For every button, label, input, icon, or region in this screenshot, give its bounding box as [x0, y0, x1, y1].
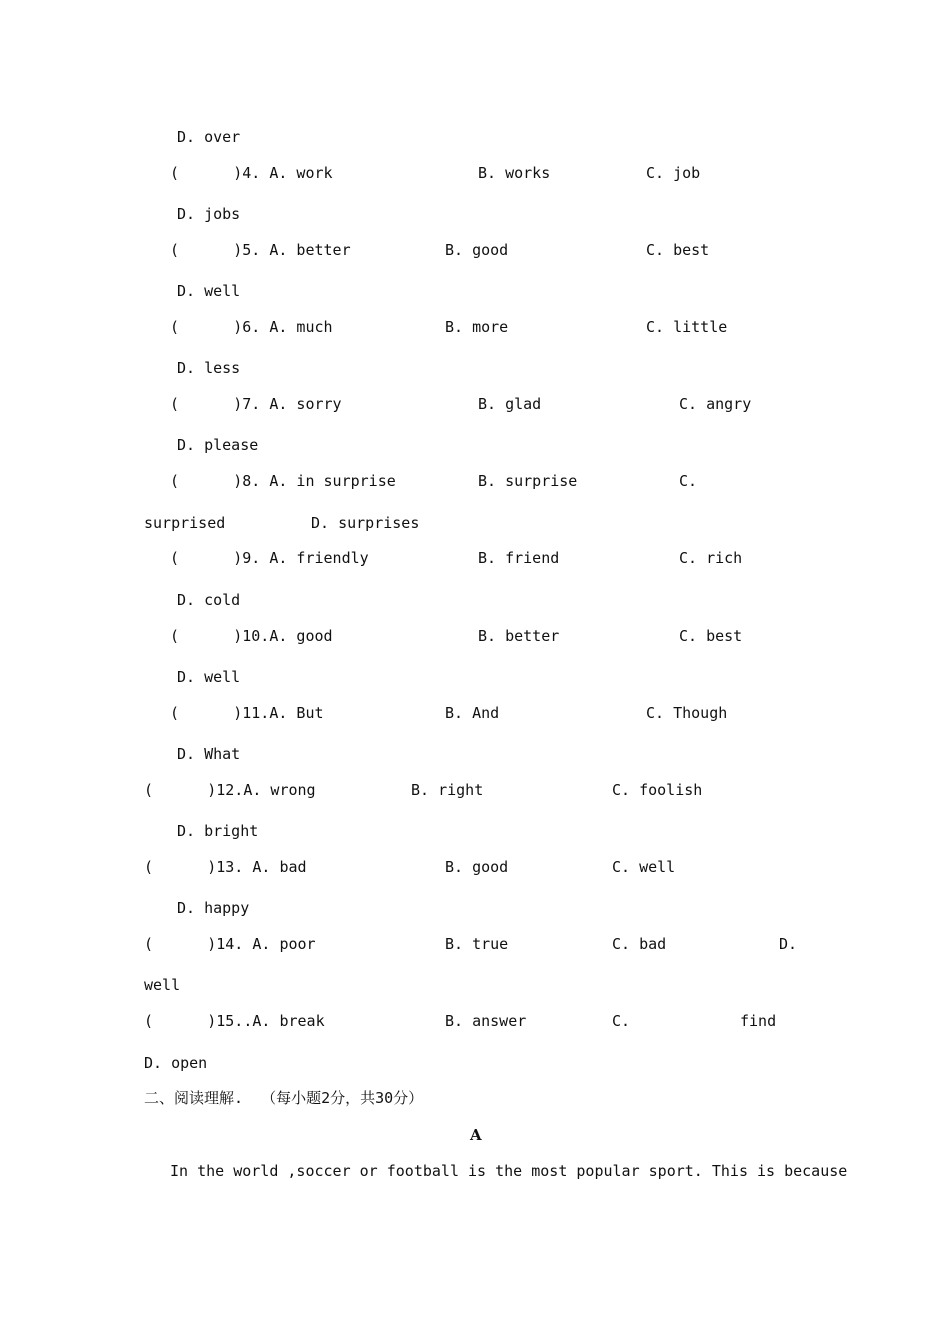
q11-option-c: C. Though — [646, 704, 728, 722]
q14-option-b: B. true — [445, 935, 509, 953]
q9-option-c: C. rich — [679, 549, 743, 567]
q12-option-b: B. right — [411, 781, 484, 799]
q14-number-option-a: ( )14. A. poor — [144, 935, 316, 953]
q10-option-d: D. well — [177, 668, 241, 686]
q14-option-d: D. — [779, 935, 798, 953]
q9-number-option-a: ( )9. A. friendly — [170, 549, 369, 567]
q6-option-d: D. less — [177, 359, 241, 377]
q8-option-d: D. surprises — [311, 514, 420, 532]
q15-option-b: B. answer — [445, 1012, 527, 1030]
q5-number-option-a: ( )5. A. better — [170, 241, 351, 259]
q3-option-d: D. over — [177, 128, 241, 146]
q5-option-d: D. well — [177, 282, 241, 300]
q7-option-c: C. angry — [679, 395, 752, 413]
q7-option-d: D. please — [177, 436, 259, 454]
q9-option-d: D. cold — [177, 591, 241, 609]
q12-option-c: C. foolish — [612, 781, 703, 799]
q7-number-option-a: ( )7. A. sorry — [170, 395, 342, 413]
q4-number-option-a: ( )4. A. work — [170, 164, 333, 182]
q6-option-b: B. more — [445, 318, 509, 336]
q4-option-b: B. works — [478, 164, 551, 182]
q13-option-b: B. good — [445, 858, 509, 876]
q5-option-b: B. good — [445, 241, 509, 259]
q6-number-option-a: ( )6. A. much — [170, 318, 333, 336]
q13-option-d: D. happy — [177, 899, 250, 917]
passage-a-label: A — [470, 1126, 482, 1144]
q8-number-option-a: ( )8. A. in surprise — [170, 472, 396, 490]
q8-option-c: C. — [679, 472, 698, 490]
q12-option-d: D. bright — [177, 822, 259, 840]
q4-option-d: D. jobs — [177, 205, 241, 223]
q8-option-c-continued: surprised — [144, 514, 226, 532]
q15-option-d: D. open — [144, 1054, 208, 1072]
q15-number-option-a: ( )15..A. break — [144, 1012, 325, 1030]
q13-number-option-a: ( )13. A. bad — [144, 858, 307, 876]
q11-option-b: B. And — [445, 704, 500, 722]
q7-option-b: B. glad — [478, 395, 542, 413]
q14-option-d-continued: well — [144, 976, 181, 994]
q8-option-b: B. surprise — [478, 472, 578, 490]
q14-option-c: C. bad — [612, 935, 667, 953]
q15-option-c: C. — [612, 1012, 631, 1030]
q12-number-option-a: ( )12.A. wrong — [144, 781, 316, 799]
q6-option-c: C. little — [646, 318, 728, 336]
section-title: 二、阅读理解. （每小题2分，共30分） — [144, 1089, 424, 1107]
q13-option-c: C. well — [612, 858, 676, 876]
q9-option-b: B. friend — [478, 549, 560, 567]
passage-a-first-line: In the world ,soccer or football is the most popular sport. This is because — [170, 1162, 848, 1180]
q4-option-c: C. job — [646, 164, 701, 182]
q10-option-b: B. better — [478, 627, 560, 645]
q11-number-option-a: ( )11.A. But — [170, 704, 324, 722]
q5-option-c: C. best — [646, 241, 710, 259]
q10-option-c: C. best — [679, 627, 743, 645]
q11-option-d: D. What — [177, 745, 241, 763]
q10-number-option-a: ( )10.A. good — [170, 627, 333, 645]
q15-option-c-continued: find — [740, 1012, 777, 1030]
